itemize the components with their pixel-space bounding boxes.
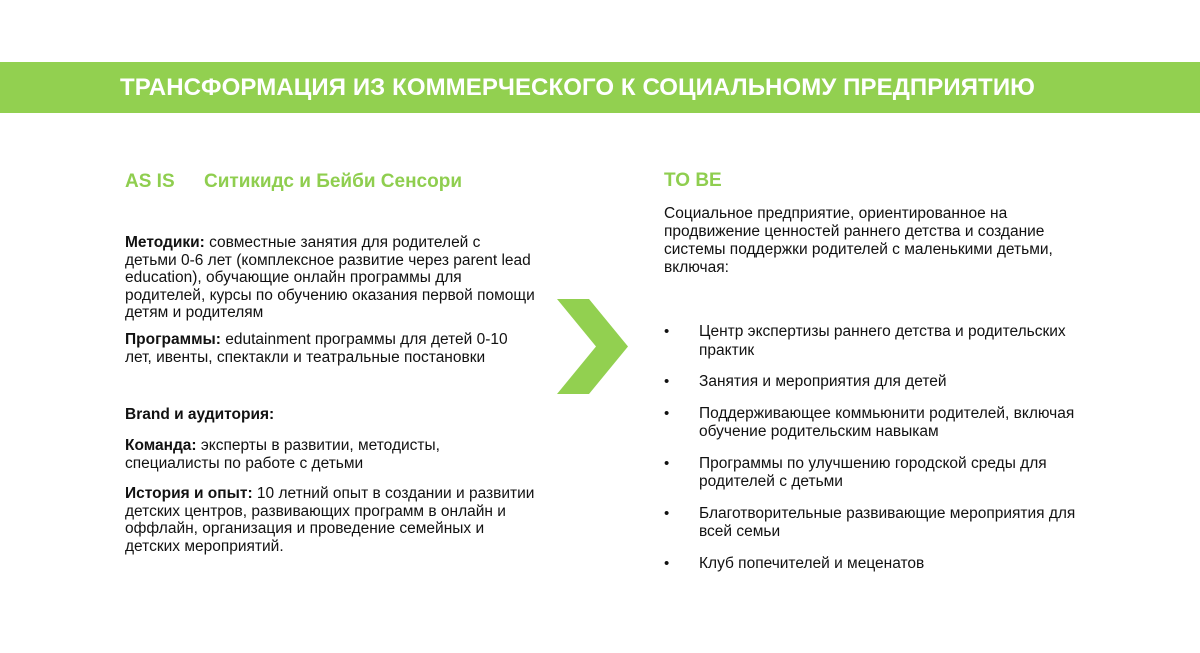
company-name: Ситикидс и Бейби Сенсори — [204, 171, 463, 192]
list-item: • Благотворительные развивающие мероприятия для всей семьи — [664, 504, 1076, 540]
to-be-label: TO BE — [664, 170, 722, 191]
to-be-intro: Социальное предприятие, ориентированное на продвижение ценностей раннего детства и создание системы поддержки родителей с маленькими детьми, включая: — [664, 205, 1053, 276]
to-be-list — [664, 323, 1104, 586]
programs-text: edutainment программы для детей 0-10 лет, ивенты, спектакли и театральные постановки — [125, 331, 508, 366]
methods-paragraph — [125, 234, 535, 322]
team-text: эксперты в развитии, методисты, специалисты по работе с детьми — [125, 437, 440, 472]
team-paragraph — [125, 437, 535, 472]
methods-text: совместные занятия для родителей с детьми 0-6 лет (комплексное развитие через parent lead education), обучающие онлайн программы для родителей, курсы по обучению оказания первой помощи детям и родителям — [125, 234, 535, 321]
methods-label: Методики: — [125, 234, 205, 251]
bullet-icon: • — [664, 323, 670, 340]
chevron-right-icon — [555, 299, 630, 394]
team-label: Команда: — [125, 437, 197, 454]
history-text: 10 летний опыт в создании и развитии детских центров, развивающих программ в онлайн и оффлайн, организация и проведение семейных и детских мероприятий. — [125, 485, 535, 555]
list-item: • Клуб попечителей и меценатов — [664, 554, 925, 572]
programs-paragraph — [125, 331, 535, 366]
page-title: ТРАНСФОРМАЦИЯ ИЗ КОММЕРЧЕСКОГО К СОЦИАЛЬНОМУ ПРЕДПРИЯТИЮ — [120, 74, 1036, 101]
list-item: • Занятия и мероприятия для детей — [664, 373, 947, 390]
bullet-icon: • — [664, 404, 670, 422]
history-paragraph — [125, 485, 535, 555]
history-label: История и опыт: — [125, 485, 253, 502]
bullet-icon: • — [664, 373, 670, 390]
bullet-icon: • — [664, 454, 670, 472]
list-item: • Центр экспертизы раннего детства и родительских практик — [664, 323, 1066, 359]
programs-label: Программы: — [125, 331, 221, 348]
list-item: • Поддерживающее коммьюнити родителей, включая обучение родительским навыкам — [664, 404, 1075, 440]
brand-audience-label: Brand и аудитория: — [125, 406, 275, 423]
bullet-icon: • — [664, 504, 670, 522]
bullet-icon: • — [664, 554, 670, 572]
list-item: • Программы по улучшению городской среды для родителей с детьми — [664, 454, 1047, 490]
as-is-label: AS IS — [125, 171, 175, 192]
